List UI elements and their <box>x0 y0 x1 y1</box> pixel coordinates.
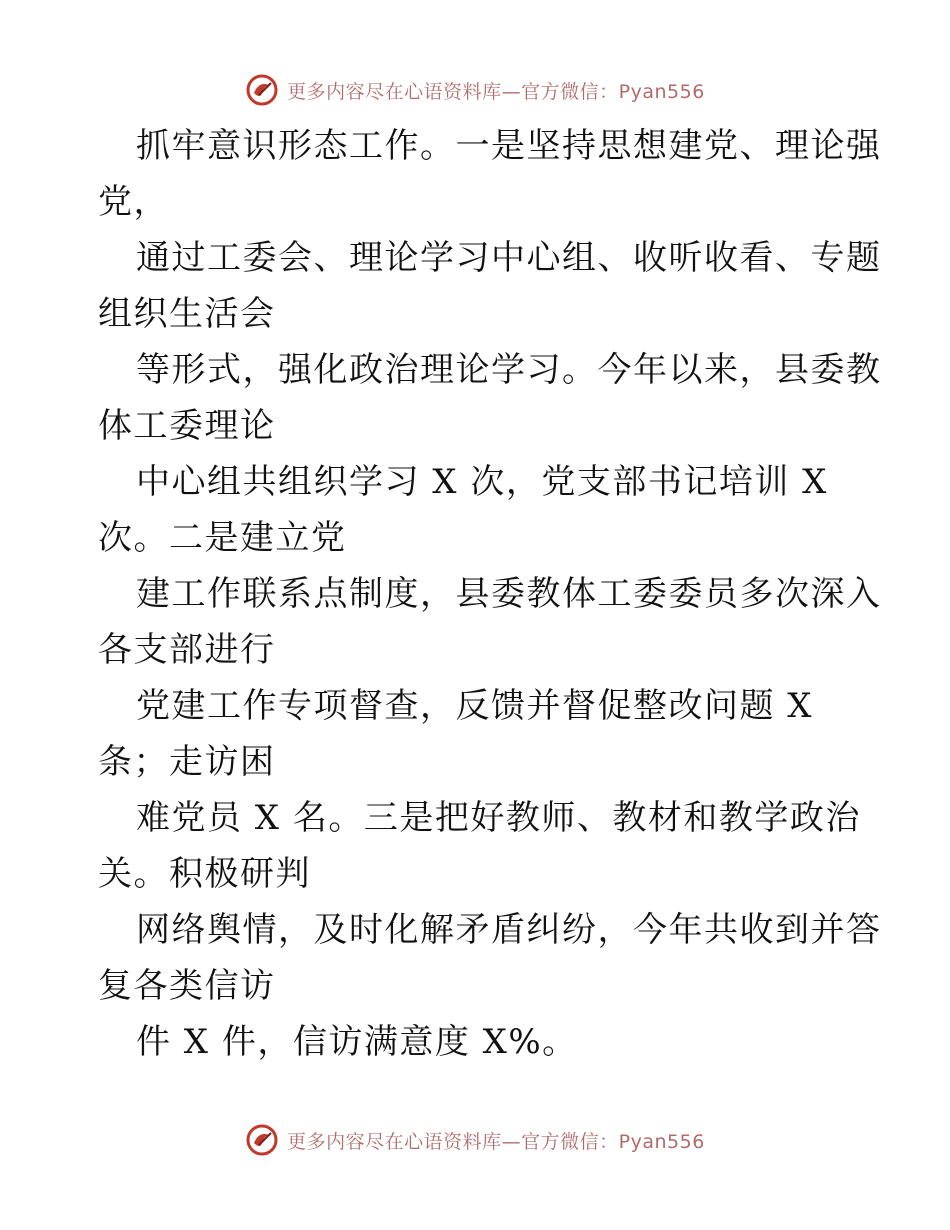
paragraph <box>0 454 950 566</box>
paragraph <box>0 118 950 230</box>
paragraph <box>0 566 950 678</box>
paragraph-line: 抓牢意识形态工作。一是坚持思想建党、理论强 <box>136 126 882 166</box>
logo-icon <box>245 73 279 107</box>
paragraph-line: 件 X 件，信访满意度 X%。 <box>136 1022 578 1062</box>
paragraph-line: 建工作联系点制度，县委教体工委委员多次深入 <box>136 574 882 614</box>
paragraph-line: 等形式，强化政治理论学习。今年以来，县委教 <box>136 350 882 390</box>
paragraph-line: 党建工作专项督查，反馈并督促整改问题 X <box>136 686 814 726</box>
paragraph <box>0 790 950 902</box>
paragraph-line: 关。积极研判 <box>98 854 311 894</box>
paragraph <box>0 902 950 1014</box>
paragraph-line: 复各类信访 <box>98 966 276 1006</box>
paragraph <box>0 1014 950 1070</box>
header-watermark <box>0 68 950 112</box>
paragraph-line: 中心组共组织学习 X 次，党支部书记培训 X <box>136 462 828 502</box>
paragraph-line: 体工委理论 <box>98 406 276 446</box>
paragraph-line: 通过工委会、理论学习中心组、收听收看、专题 <box>136 238 882 278</box>
document-body <box>0 118 950 1070</box>
paragraph-line: 条；走访困 <box>98 742 276 782</box>
paragraph-line: 各支部进行 <box>98 630 276 670</box>
paragraph-line: 次。二是建立党 <box>98 518 347 558</box>
paragraph-line: 网络舆情，及时化解矛盾纠纷，今年共收到并答 <box>136 910 882 950</box>
footer-watermark <box>0 1118 950 1162</box>
paragraph <box>0 678 950 790</box>
watermark-text: 更多内容尽在心语资料库—官方微信：Pyan556 <box>287 1130 705 1153</box>
logo-icon <box>245 1123 279 1157</box>
paragraph-line: 党， <box>98 182 169 222</box>
paragraph-line: 难党员 X 名。三是把好教师、教材和教学政治 <box>136 798 861 838</box>
paragraph <box>0 230 950 342</box>
watermark-text: 更多内容尽在心语资料库—官方微信：Pyan556 <box>287 80 705 103</box>
paragraph <box>0 342 950 454</box>
paragraph-line: 组织生活会 <box>98 294 276 334</box>
